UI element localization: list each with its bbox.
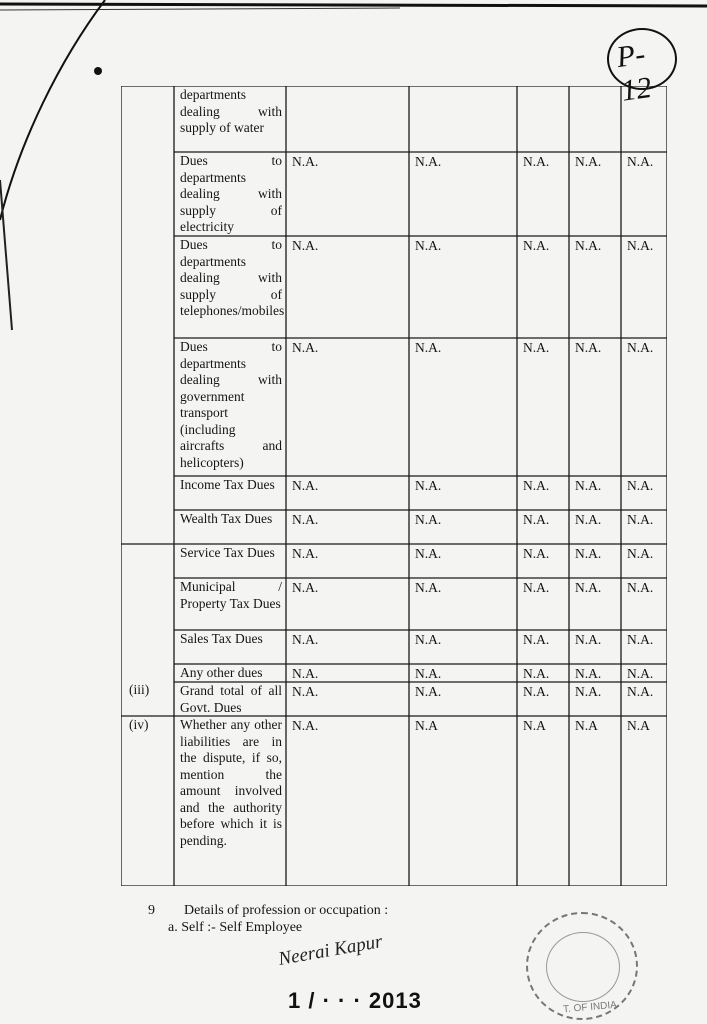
table-cell-value: N.A. <box>575 512 602 527</box>
table-cell-value: N.A. <box>292 580 319 595</box>
table-row-description: Dues to departments dealing with supply of electricity <box>180 153 282 234</box>
table-row-description: Dues to departments dealing with government transport (including aircrafts and helicopters) <box>180 339 282 470</box>
table-cell-value: N.A. <box>292 512 319 527</box>
table-row-description: departments dealing with supply of water <box>180 87 282 135</box>
table-cell-value: N.A. <box>292 154 319 169</box>
table-row-number: (iii) <box>129 682 150 697</box>
table-cell-value: N.A. <box>292 632 319 647</box>
table-cell-value: N.A. <box>415 632 442 647</box>
table-row-description: Whether any other liabilities are in the dispute, if so, mention the amount involved and the authority before which it is pending. <box>180 717 282 848</box>
table-cell-value: N.A. <box>523 340 550 355</box>
table-row-number: (iv) <box>129 717 149 732</box>
table-cell-value: N.A. <box>627 666 654 681</box>
table-cell-value: N.A. <box>575 340 602 355</box>
official-seal <box>526 912 638 1020</box>
table-cell-value: N.A. <box>627 154 654 169</box>
table-cell-value: N.A. <box>292 718 319 733</box>
table-cell-value: N.A. <box>575 546 602 561</box>
table-cell-value: N.A. <box>415 478 442 493</box>
table-cell-value: N.A. <box>523 684 550 699</box>
table-row-description: Sales Tax Dues <box>180 631 263 646</box>
table-row-description: Wealth Tax Dues <box>180 511 273 526</box>
official-seal-inner-ring <box>546 932 620 1002</box>
section-9-heading <box>148 903 388 919</box>
table-row-description: Income Tax Dues <box>180 477 275 492</box>
table-cell-value: N.A <box>627 718 650 733</box>
table-row-description: Dues to departments dealing with supply of telephones/mobiles <box>180 237 285 318</box>
table-cell-value: N.A. <box>292 340 319 355</box>
table-cell-value: N.A. <box>415 340 442 355</box>
table-cell-value: N.A. <box>415 154 442 169</box>
table-cell-value: N.A. <box>575 684 602 699</box>
table-cell-value: N.A. <box>627 632 654 647</box>
section-9-number: 9 <box>148 903 155 918</box>
table-cell-value: N.A. <box>415 580 442 595</box>
table-cell-value: N.A. <box>627 580 654 595</box>
date-stamp: 1 / · · · 2013 <box>288 988 422 1013</box>
official-seal-text: T. OF INDIA <box>562 999 618 1016</box>
table-cell-value: N.A. <box>575 478 602 493</box>
table-cell-value: N.A. <box>415 546 442 561</box>
table-cell-value: N.A. <box>627 684 654 699</box>
table-cell-value: N.A. <box>523 666 550 681</box>
table-cell-value: N.A. <box>575 154 602 169</box>
table-cell-value: N.A. <box>523 512 550 527</box>
table-cell-value: N.A <box>575 718 598 733</box>
table-cell-value: N.A. <box>415 238 442 253</box>
table-cell-value: N.A. <box>627 512 654 527</box>
table-cell-value: N.A. <box>575 580 602 595</box>
table-cell-value: N.A. <box>292 238 319 253</box>
table-cell-value: N.A. <box>523 546 550 561</box>
section-9-item-a: a. Self :- Self Employee <box>168 920 303 935</box>
page-number-text: P-12 <box>614 37 654 108</box>
table-cell-value: N.A <box>415 718 438 733</box>
table-cell-value: N.A. <box>415 684 442 699</box>
table-row-description: Service Tax Dues <box>180 545 275 560</box>
government-dues-table <box>121 86 667 886</box>
section-9-title: Details of profession or occupation : <box>184 903 389 918</box>
table-cell-value: N.A. <box>627 478 654 493</box>
table-cell-value: N.A. <box>627 340 654 355</box>
table-cell-value: N.A. <box>575 632 602 647</box>
table-cell-value: N.A. <box>627 238 654 253</box>
page-number-mark <box>607 28 677 108</box>
table-cell-value: N.A. <box>575 238 602 253</box>
table-cell-value: N.A. <box>575 666 602 681</box>
table-cell-value: N.A. <box>292 546 319 561</box>
table-cell-value: N.A <box>523 718 546 733</box>
table-cell-value: N.A. <box>292 666 319 681</box>
table-row-description: Grand total of all Govt. Dues <box>180 683 282 715</box>
table-cell-value: N.A. <box>523 632 550 647</box>
table-cell-value: N.A. <box>415 666 442 681</box>
table-cell-value: N.A. <box>523 580 550 595</box>
table-cell-value: N.A. <box>627 546 654 561</box>
table-cell-value: N.A. <box>292 478 319 493</box>
signature-text: Neerai Kapur <box>276 931 384 970</box>
table-cell-value: N.A. <box>523 478 550 493</box>
table-cell-value: N.A. <box>523 238 550 253</box>
table-cell-value: N.A. <box>523 154 550 169</box>
table-cell-value: N.A. <box>415 512 442 527</box>
table-row-description: Municipal / Property Tax Dues <box>180 579 282 611</box>
table-row-description: Any other dues <box>180 665 263 680</box>
table-cell-value: N.A. <box>292 684 319 699</box>
